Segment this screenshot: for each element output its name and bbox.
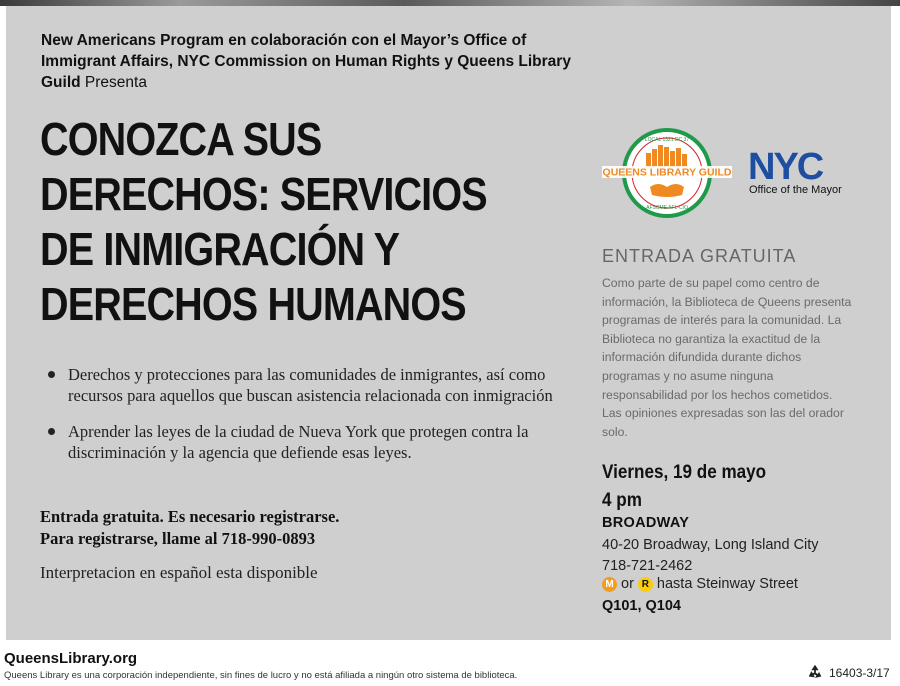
nyc-wordmark: NYC <box>748 146 823 188</box>
presents-text: Presenta <box>80 74 147 91</box>
disclaimer-text: Como parte de su papel como centro de información, la Biblioteca de Queens presenta programas de interés para la comunidad. La Biblioteca no garantiza la exactitud de la información difundida durante dichos programas y no asume ninguna responsabilidad por los hechos cometidos. Las opiniones expresadas son las del orador solo. <box>602 276 852 439</box>
m-train-icon: M <box>602 577 617 592</box>
list-item <box>44 364 584 406</box>
intro-text <box>41 30 581 93</box>
registration-phone: Para registrarse, llame al 718-990-0893 <box>40 529 316 548</box>
train-directions <box>602 576 798 592</box>
event-time: 4 pm <box>602 490 642 511</box>
queens-library-guild-logo <box>602 127 732 219</box>
recycle-icon <box>806 663 824 681</box>
event-date: Viernes, 19 de mayo <box>602 462 767 483</box>
train-or: or <box>621 576 634 592</box>
registration-info <box>40 506 339 550</box>
bullet-icon <box>48 371 55 378</box>
website-link[interactable]: QueensLibrary.org <box>4 650 138 667</box>
list-item-text: Aprender las leyes de la ciudad de Nueva York que protegen contra la discriminación y la agencia que defiende esas leyes. <box>68 422 529 462</box>
title-line: DE INMIGRACIÓN Y <box>40 223 400 275</box>
event-address: 40-20 Broadway, Long Island City <box>602 537 819 553</box>
interpretation-note: Interpretacion en español esta disponible <box>40 563 318 582</box>
registration-line: Entrada gratuita. Es necesario registrarse. <box>40 507 340 526</box>
event-venue: BROADWAY <box>602 515 690 531</box>
document-code: 16403-3/17 <box>829 666 890 680</box>
title-line: DERECHOS HUMANOS <box>40 278 466 330</box>
title-line: CONOZCA SUS <box>40 113 322 165</box>
partners-text: New Americans Program en colaboración con el Mayor’s Office of Immigrant Affairs, NYC Commission on Human Rights y Queens Library Guild <box>41 32 571 91</box>
office-of-mayor-label: Office of the Mayor <box>749 184 842 196</box>
title-line: DERECHOS: SERVICIOS <box>40 168 487 220</box>
topics-list <box>44 364 584 478</box>
bus-routes: Q101, Q104 <box>602 598 681 614</box>
free-entry-heading: ENTRADA GRATUITA <box>602 246 797 266</box>
event-datetime <box>602 459 766 515</box>
bullet-icon <box>48 428 55 435</box>
r-train-icon: R <box>638 577 653 592</box>
list-item <box>44 421 584 463</box>
event-address-block <box>602 535 819 576</box>
list-item-text: Derechos y protecciones para las comunidades de inmigrantes, así como recursos para aquellos que buscan asistencia relacionada con inmigración <box>68 365 553 405</box>
train-destination: hasta Steinway Street <box>656 576 798 592</box>
page-title <box>40 112 530 332</box>
guild-name: QUEENS LIBRARY GUILD <box>602 166 732 179</box>
event-phone: 718-721-2462 <box>602 557 693 574</box>
guild-arc-bottom: AFSCME AFL-CIO <box>646 205 688 211</box>
footer-note: Queens Library es una corporación independiente, sin fines de lucro y no está afiliada a ningún otro sistema de biblioteca. <box>4 670 518 681</box>
guild-arc-top: LOCAL 1321 DC 37 <box>644 137 690 143</box>
